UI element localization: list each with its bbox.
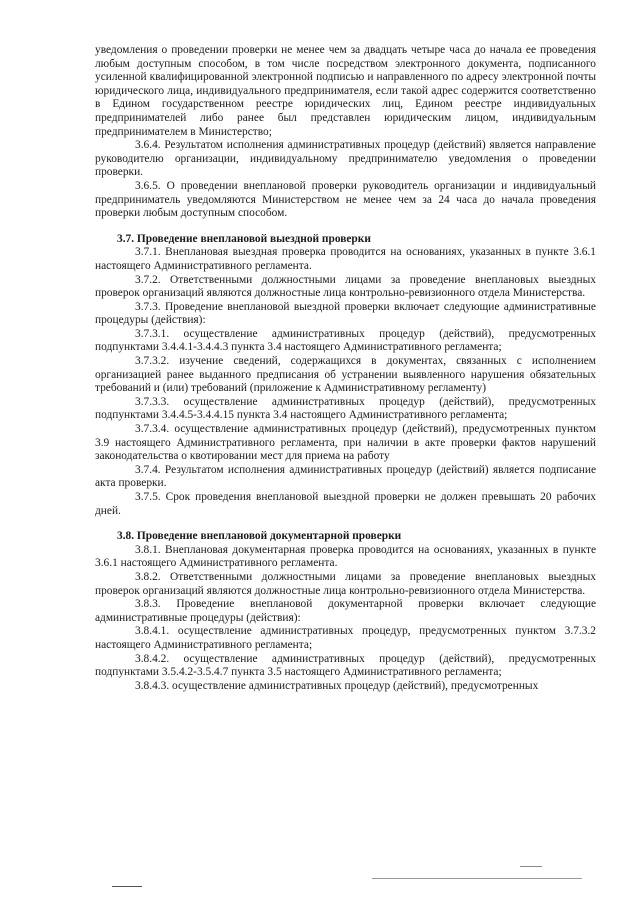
section-3-7-paragraph-2: 3.7.3. Проведение внеплановой выездной проверки включает следующие административные процедуры (действия): bbox=[95, 300, 596, 327]
section-3-8-paragraph-2: 3.8.3. Проведение внеплановой документарной проверки включает следующие административные процедуры (действия): bbox=[95, 598, 596, 624]
section-3-7-paragraph-3: 3.7.3.1. осуществление административных процедур (действий), предусмотренных подпунктами 3.4.4.1-3.4.4.3 пункта 3.4 настоящего Административного регламента; bbox=[95, 327, 596, 354]
section-3-8-title: 3.8. Проведение внеплановой документарной проверки bbox=[117, 530, 402, 543]
section-3-8-paragraph-3: 3.8.4.1. осуществление административных процедур, предусмотренных пунктом 3.7.3.2 настоящего Административного регламента; bbox=[95, 625, 596, 651]
section-3-7-paragraph-7: 3.7.4. Результатом исполнения административных процедур (действий) является подписание акта проверки. bbox=[95, 463, 596, 490]
section-3-7-paragraph-8: 3.7.5. Срок проведения внеплановой выездной проверки не должен превышать 20 рабочих дней. bbox=[95, 491, 596, 517]
section-3-8-paragraph-5: 3.8.4.3. осуществление административных процедур (действий), предусмотренных bbox=[135, 679, 539, 692]
intro-paragraph-1: 3.6.4. Результатом исполнения административных процедур (действий) является направление руководителю организации, индивидуальному предпринимателю уведомления о проведении проверки. bbox=[95, 139, 596, 179]
section-3-7-paragraph-4: 3.7.3.2. изучение сведений, содержащихся в документах, связанных с исполнением организацией ранее выданного предписания об устранении выявленного нарушения обязательных требований и (или) требований (приложение к Административному регламенту) bbox=[95, 355, 596, 395]
intro-paragraph-0: уведомления о проведении проверки не менее чем за двадцать четыре часа до начала ее проведения любым доступным способом, в том числе посредством электронного документа, подписанного усиленной квалифицированной электронной подписью и направленного по адресу электронной почты юридического лица, индивидуального предпринимателя, если такой адрес содержится соответственно в Едином государственном реестре юридических лиц, Едином реестре индивидуальных предпринимателей либо ранее был представлен юридическим лицом, индивидуальным предпринимателем в Министерство; bbox=[95, 44, 596, 138]
section-3-7-paragraph-1: 3.7.2. Ответственными должностными лицами за проведение внеплановых выездных проверок организаций являются должностные лица контрольно-ревизионного отдела Министерства. bbox=[95, 273, 596, 300]
section-3-7-paragraph-0: 3.7.1. Внеплановая выездная проверка проводится на основаниях, указанных в пункте 3.6.1 настоящего Административного регламента. bbox=[95, 246, 596, 272]
document-page bbox=[95, 44, 596, 693]
section-3-8-paragraph-1: 3.8.2. Ответственными должностными лицами за проведение внеплановых выездных проверок организаций являются должностные лица контрольно-ревизионного отдела Министерства. bbox=[95, 570, 596, 597]
section-gap bbox=[95, 221, 596, 233]
section-3-8-paragraph-4: 3.8.4.2. осуществление административных процедур (действий), предусмотренных подпунктами 3.5.4.2-3.5.4.7 пункта 3.5 настоящего Административного регламента; bbox=[95, 652, 596, 679]
section-3-7-paragraph-6: 3.7.3.4. осуществление административных процедур (действий), предусмотренных пунктом 3.9 настоящего Административного регламента, при наличии в акте проверки фактов нарушений законодательства о квотировании мест для приема на работу bbox=[95, 423, 596, 463]
scan-mark bbox=[520, 866, 542, 867]
section-gap bbox=[95, 518, 596, 530]
section-3-7-paragraph-5: 3.7.3.3. осуществление административных процедур (действий), предусмотренных подпунктами 3.4.4.5-3.4.4.15 пункта 3.4 настоящего Административного регламента; bbox=[95, 395, 596, 422]
scan-mark bbox=[112, 886, 142, 887]
section-3-8-paragraph-0: 3.8.1. Внеплановая документарная проверка проводится на основаниях, указанных в пункте 3.6.1 настоящего Административного регламента. bbox=[95, 543, 596, 570]
section-3-7-title: 3.7. Проведение внеплановой выездной проверки bbox=[117, 232, 371, 245]
scan-mark bbox=[372, 878, 582, 879]
intro-paragraph-2: 3.6.5. О проведении внеплановой проверки руководитель организации и индивидуальный предприниматель уведомляются Министерством не менее чем за 24 часа до начала проведения проверки любым доступным способом. bbox=[95, 179, 596, 220]
